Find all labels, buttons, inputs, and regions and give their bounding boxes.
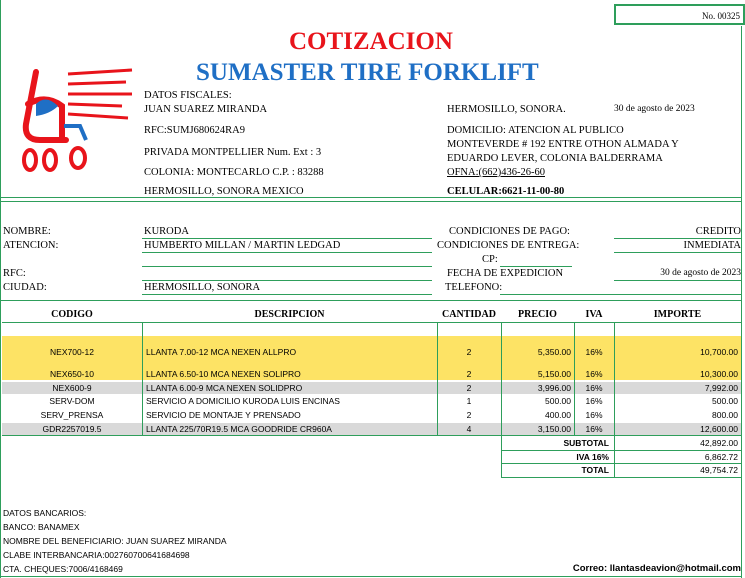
row-iva: 16% — [585, 347, 603, 357]
row-importe: 12,600.00 — [700, 424, 738, 434]
ciudad-underline — [142, 294, 432, 295]
header-precio: PRECIO — [518, 309, 557, 320]
bank-heading: DATOS BANCARIOS: — [3, 508, 87, 518]
fiscal-colonia: COLONIA: MONTECARLO C.P. : 83288 — [144, 167, 324, 178]
bank-clabe: CLABE INTERBANCARIA:002760700641684698 — [3, 550, 190, 560]
row-precio: 3,150.00 — [537, 424, 571, 434]
table-row — [2, 409, 741, 421]
location-date: 30 de agosto de 2023 — [614, 104, 695, 114]
row-descripcion: LLANTA 6.50-10 MCA NEXEN SOLIPRO — [146, 369, 301, 379]
row-importe: 7,992.00 — [704, 383, 738, 393]
total-label-text: TOTAL — [581, 465, 609, 475]
pago-value: CREDITO — [695, 226, 741, 237]
ciudad-value: HERMOSILLO, SONORA — [144, 282, 261, 293]
frame-right — [741, 26, 742, 578]
table-row — [2, 395, 741, 407]
total-label — [501, 464, 611, 476]
table-row — [2, 346, 741, 358]
expedicion-label: FECHA DE EXPEDICION — [447, 268, 564, 279]
row-precio: 400.00 — [545, 410, 571, 420]
company-name: SUMASTER TIRE FORKLIFT — [196, 59, 539, 86]
fiscal-heading: DATOS FISCALES: — [144, 90, 232, 101]
row-cantidad: 1 — [466, 396, 472, 406]
atencion-label: ATENCION: — [3, 240, 59, 251]
header-bottom-line — [2, 322, 741, 323]
header-importe: IMPORTE — [653, 309, 702, 320]
iva-label — [501, 451, 611, 463]
domicilio-line-3: EDUARDO LEVER, COLONIA BALDERRAMA — [447, 153, 663, 164]
row-cantidad: 2 — [466, 347, 472, 357]
entrega-label: CONDICIONES DE ENTREGA: — [437, 240, 580, 251]
ciudad-label: CIUDAD: — [3, 282, 47, 293]
row-precio: 3,996.00 — [537, 383, 571, 393]
row-importe: 10,300.00 — [700, 369, 738, 379]
row-codigo: GDR2257019.5 — [42, 424, 102, 434]
total-value: 49,754.72 — [700, 465, 738, 475]
row-descripcion: SERVICIO A DOMICILIO KURODA LUIS ENCINAS — [146, 396, 340, 406]
row-cantidad: 4 — [466, 424, 472, 434]
row-importe: 800.00 — [712, 410, 738, 420]
location-city: HERMOSILLO, SONORA. — [447, 104, 566, 115]
table-bottom-line — [2, 435, 741, 436]
atencion-value: HUMBERTO MILLAN / MARTIN LEDGAD — [144, 240, 341, 251]
iva-value: 6,862.72 — [704, 452, 738, 462]
client-divider — [0, 300, 742, 301]
frame-left — [0, 0, 1, 578]
rfc-label: RFC: — [3, 268, 26, 279]
row-cantidad: 2 — [466, 369, 472, 379]
row-iva: 16% — [585, 383, 603, 393]
row-cantidad: 2 — [466, 383, 472, 393]
row-precio: 500.00 — [545, 396, 571, 406]
cp-underline — [500, 266, 572, 267]
header-divider-2 — [0, 201, 742, 202]
table-row — [2, 382, 741, 394]
fiscal-city: HERMOSILLO, SONORA MEXICO — [144, 186, 304, 197]
nombre-value: KURODA — [144, 226, 189, 237]
subtotal-label — [501, 437, 611, 449]
quote-number-box — [614, 4, 745, 25]
cp-label: CP: — [482, 254, 498, 265]
forklift-logo — [6, 64, 136, 176]
atencion-underline — [142, 252, 432, 253]
row-codigo: NEX700-12 — [50, 347, 94, 357]
grid-line — [437, 322, 438, 435]
row-descripcion: SERVICIO DE MONTAJE Y PRENSADO — [146, 410, 301, 420]
iva-label-text: IVA 16% — [576, 452, 609, 462]
entrega-value: INMEDIATA — [683, 240, 741, 251]
email: Correo: llantasdeavion@hotmail.com — [572, 563, 741, 574]
cell-phone: CELULAR:6621-11-00-80 — [447, 186, 565, 197]
row-descripcion: LLANTA 225/70R19.5 MCA GOODRIDE CR960A — [146, 424, 332, 434]
row-importe: 10,700.00 — [700, 347, 738, 357]
document-title: COTIZACION — [289, 28, 453, 55]
subtotal-value: 42,892.00 — [700, 438, 738, 448]
row-codigo: NEX600-9 — [52, 383, 92, 393]
rfc-underline — [142, 280, 432, 281]
quote-number: No. 00325 — [702, 11, 740, 21]
bank-cheques: CTA. CHEQUES:7006/4168469 — [3, 564, 123, 574]
row-descripcion: LLANTA 7.00-12 MCA NEXEN ALLPRO — [146, 347, 297, 357]
nombre-label: NOMBRE: — [3, 226, 51, 237]
expedicion-value: 30 de agosto de 2023 — [660, 268, 741, 278]
header-descripcion: DESCRIPCION — [254, 309, 325, 320]
bank-beneficiary: NOMBRE DEL BENEFICIARIO: JUAN SUAREZ MIRANDA — [3, 536, 227, 546]
pago-underline — [614, 238, 741, 239]
grid-line — [142, 322, 143, 435]
footer-line — [0, 576, 742, 577]
domicilio-line-2: MONTEVERDE # 192 ENTRE OTHON ALMADA Y — [447, 139, 679, 150]
table-row — [2, 368, 741, 380]
entrega-underline — [614, 252, 741, 253]
expedicion-underline — [614, 280, 741, 281]
row-precio: 5,150.00 — [537, 369, 571, 379]
blank-underline — [142, 266, 432, 267]
total-line — [501, 477, 741, 478]
row-codigo: SERV-DOM — [49, 396, 95, 406]
office-phone: OFNA:(662)436-26-60 — [447, 167, 545, 178]
pago-label: CONDICIONES DE PAGO: — [449, 226, 570, 237]
header-cantidad: CANTIDAD — [442, 309, 496, 320]
telefono-label: TELEFONO: — [445, 282, 503, 293]
row-iva: 16% — [585, 396, 603, 406]
table-header-row — [2, 306, 741, 322]
nombre-underline — [142, 238, 432, 239]
row-codigo: SERV_PRENSA — [40, 410, 104, 420]
fiscal-name: JUAN SUAREZ MIRANDA — [144, 104, 268, 115]
row-iva: 16% — [585, 424, 603, 434]
row-precio: 5,350.00 — [537, 347, 571, 357]
header-iva: IVA — [585, 309, 603, 320]
table-row — [2, 423, 741, 435]
header-divider — [0, 197, 742, 198]
header-codigo: CODIGO — [51, 309, 93, 320]
grid-line — [574, 322, 575, 435]
subtotal-label-text: SUBTOTAL — [563, 438, 609, 448]
bank-name: BANCO: BANAMEX — [3, 522, 80, 532]
fiscal-street: PRIVADA MONTPELLIER Num. Ext : 3 — [144, 147, 322, 158]
row-iva: 16% — [585, 369, 603, 379]
row-descripcion: LLANTA 6.00-9 MCA NEXEN SOLIDPRO — [146, 383, 303, 393]
row-importe: 500.00 — [712, 396, 738, 406]
telefono-underline — [500, 294, 741, 295]
domicilio-line-1: DOMICILIO: ATENCION AL PUBLICO — [447, 125, 624, 136]
row-cantidad: 2 — [466, 410, 472, 420]
row-iva: 16% — [585, 410, 603, 420]
fiscal-rfc: RFC:SUMJ680624RA9 — [144, 125, 245, 136]
row-codigo: NEX650-10 — [50, 369, 94, 379]
